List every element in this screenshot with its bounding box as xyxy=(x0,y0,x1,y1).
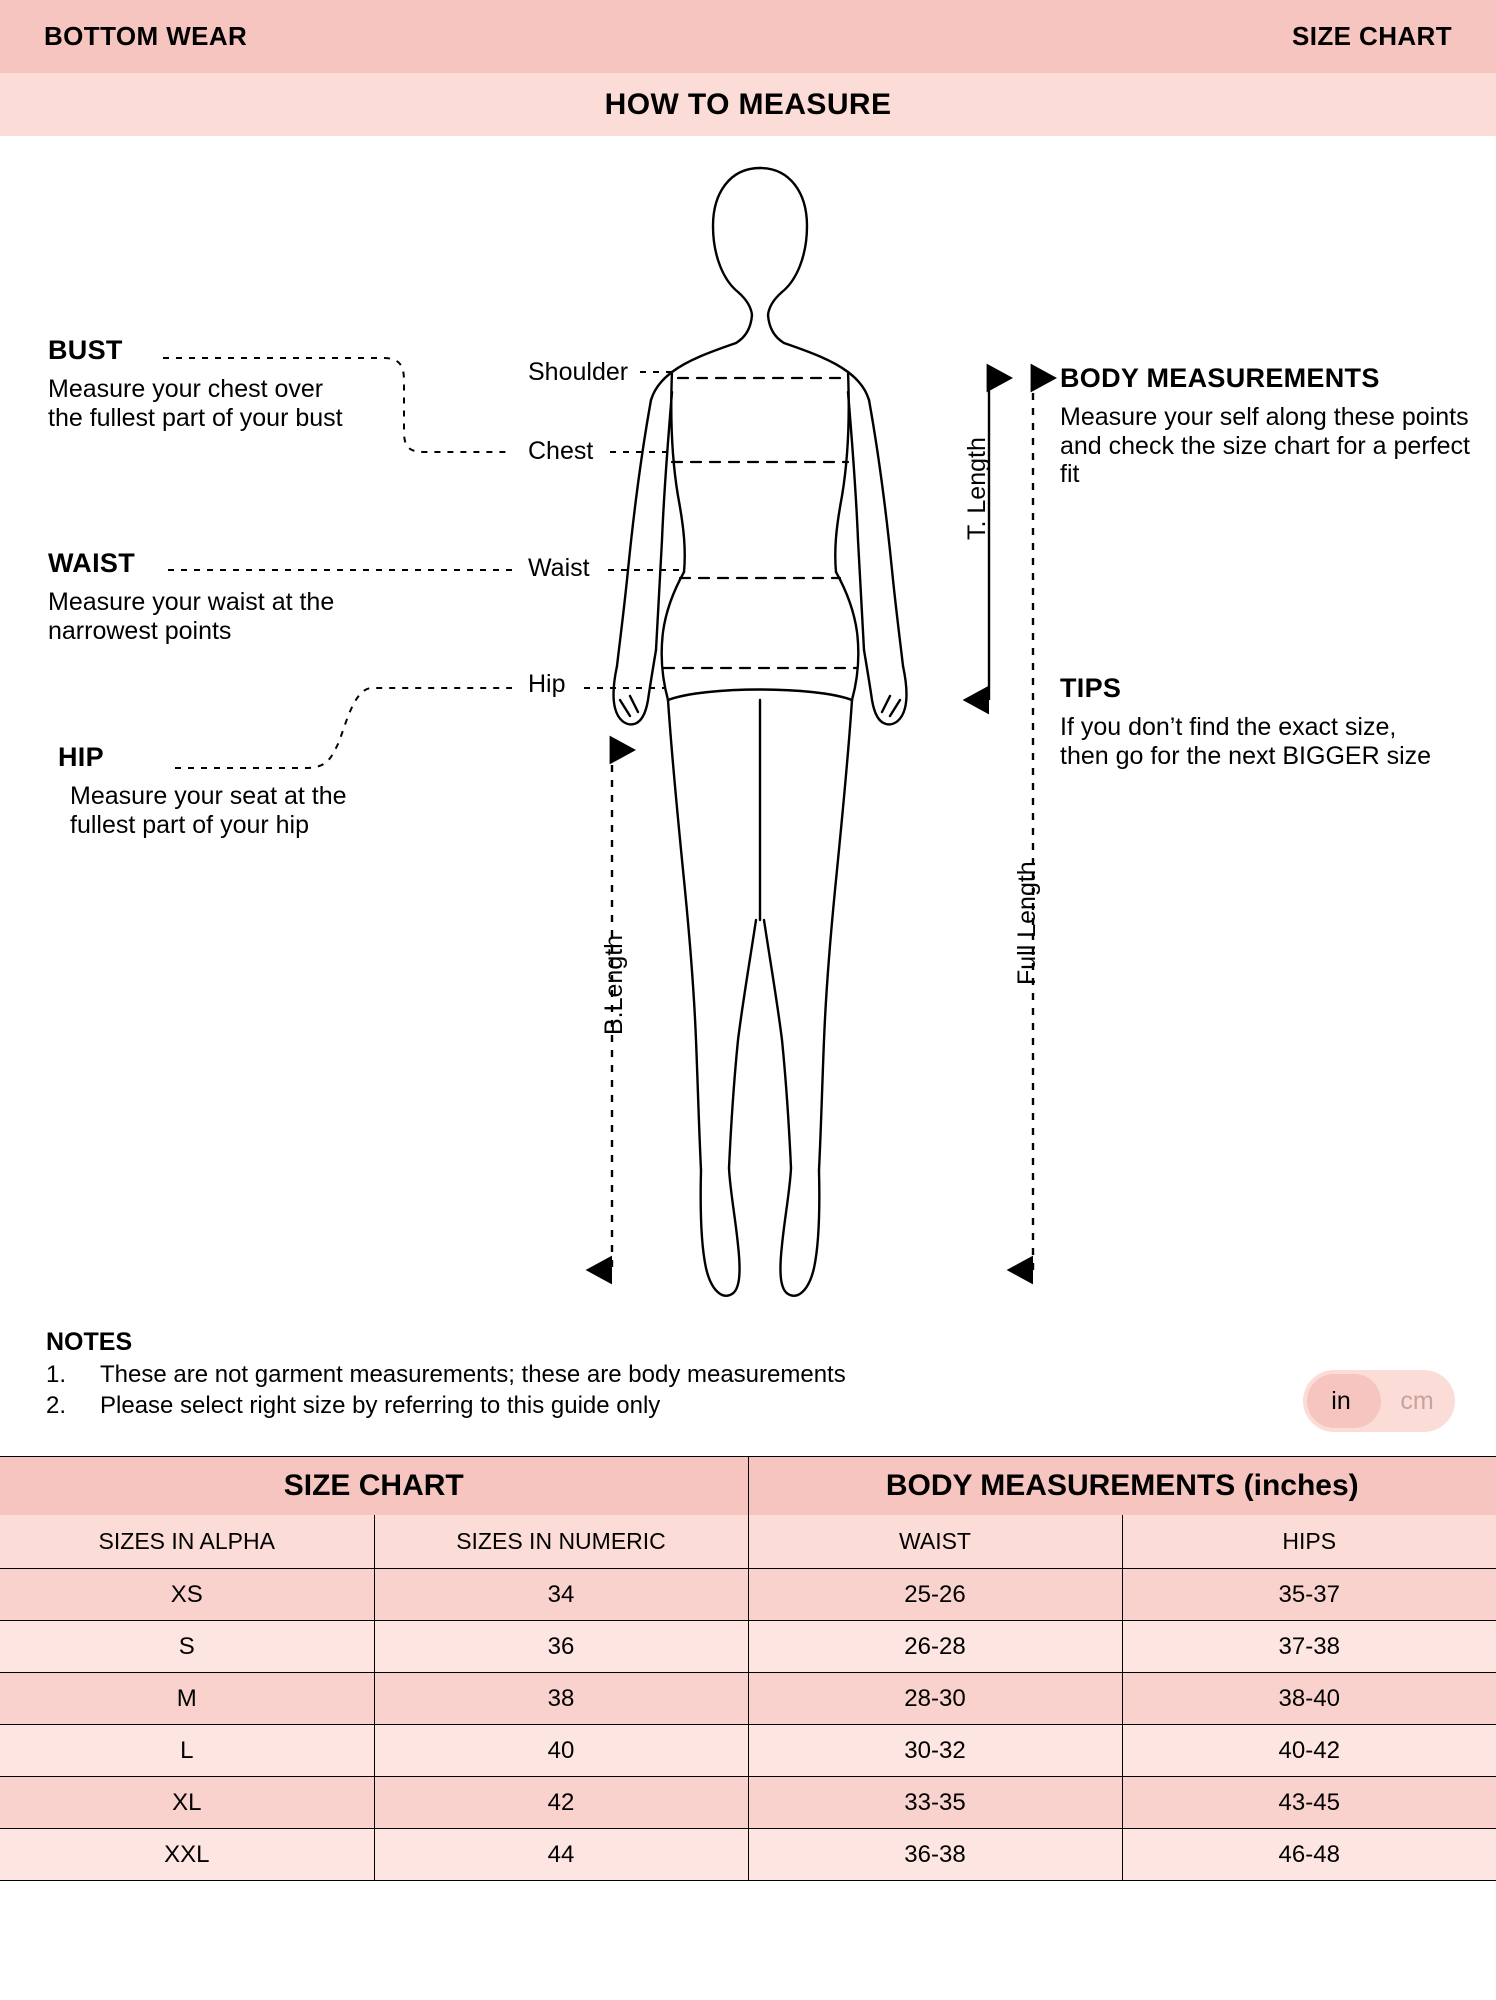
figure-label-b-length: B.Length xyxy=(600,934,628,1035)
annotation-tips-text: If you don’t find the exact size, then go for the next BIGGER size xyxy=(1060,713,1432,770)
page-title-left: BOTTOM WEAR xyxy=(44,21,248,51)
table-column-header-row xyxy=(0,1515,1496,1569)
figure-label-full-length: Full Length xyxy=(1013,861,1041,985)
table-row xyxy=(0,1829,1496,1881)
annotation-tips-title: TIPS xyxy=(1060,673,1122,703)
cell-size-numeric: 36 xyxy=(374,1621,748,1673)
notes-title: NOTES xyxy=(46,1328,133,1356)
annotation-bust-text: Measure your chest over the fullest part of your bust xyxy=(48,375,343,432)
annotation-hip-title: HIP xyxy=(58,742,104,772)
table-column-sizes-alpha: SIZES IN ALPHA xyxy=(0,1515,374,1569)
annotation-hip xyxy=(58,742,380,839)
note-text: These are not garment measurements; these are body measurements xyxy=(100,1361,846,1388)
cell-hips: 37-38 xyxy=(1122,1621,1496,1673)
unit-option-inches[interactable]: in xyxy=(1331,1386,1351,1415)
cell-waist: 25-26 xyxy=(748,1569,1122,1621)
cell-waist: 30-32 xyxy=(748,1725,1122,1777)
figure-label-chest: Chest xyxy=(528,437,594,465)
how-to-measure-title: HOW TO MEASURE xyxy=(604,87,892,121)
annotation-waist xyxy=(48,548,383,645)
annotation-waist-text: Measure your waist at the narrowest points xyxy=(48,588,335,645)
cell-size-numeric: 40 xyxy=(374,1725,748,1777)
note-item xyxy=(46,1391,846,1422)
cell-size-numeric: 44 xyxy=(374,1829,748,1881)
table-column-sizes-numeric: SIZES IN NUMERIC xyxy=(374,1515,748,1569)
cell-waist: 36-38 xyxy=(748,1829,1122,1881)
cell-size-alpha: XS xyxy=(0,1569,374,1621)
unit-option-centimeters[interactable]: cm xyxy=(1400,1386,1434,1415)
annotation-body-measurements-text: Measure your self along these points and check the size chart for a perfect fit xyxy=(1060,403,1470,488)
cell-hips: 40-42 xyxy=(1122,1725,1496,1777)
figure-label-hip: Hip xyxy=(528,670,566,698)
figure-label-shoulder: Shoulder xyxy=(528,358,629,386)
figure-label-t-length: T. Length xyxy=(963,437,991,540)
note-item xyxy=(46,1360,846,1391)
cell-size-numeric: 38 xyxy=(374,1673,748,1725)
cell-waist: 28-30 xyxy=(748,1673,1122,1725)
table-group-header-row xyxy=(0,1457,1496,1515)
subheader-bar xyxy=(0,73,1496,136)
note-number: 2. xyxy=(46,1391,67,1419)
table-row xyxy=(0,1777,1496,1829)
annotation-bust-title: BUST xyxy=(48,335,123,365)
table-column-hips: HIPS xyxy=(1122,1515,1496,1569)
cell-hips: 35-37 xyxy=(1122,1569,1496,1621)
cell-hips: 46-48 xyxy=(1122,1829,1496,1881)
table-row xyxy=(0,1621,1496,1673)
table-row xyxy=(0,1569,1496,1621)
cell-waist: 33-35 xyxy=(748,1777,1122,1829)
female-body-figure xyxy=(560,160,960,1370)
cell-size-numeric: 34 xyxy=(374,1569,748,1621)
cell-size-numeric: 42 xyxy=(374,1777,748,1829)
cell-hips: 43-45 xyxy=(1122,1777,1496,1829)
note-text: Please select right size by referring to this guide only xyxy=(100,1391,661,1419)
page-title-right: SIZE CHART xyxy=(1292,21,1452,51)
annotation-hip-text: Measure your seat at the fullest part of your hip xyxy=(70,782,347,839)
table-row xyxy=(0,1725,1496,1777)
cell-size-alpha: XL xyxy=(0,1777,374,1829)
annotation-tips xyxy=(1060,673,1450,770)
table-row xyxy=(0,1673,1496,1725)
annotation-waist-title: WAIST xyxy=(48,548,135,578)
cell-waist: 26-28 xyxy=(748,1621,1122,1673)
table-group-header-size-chart: SIZE CHART xyxy=(0,1457,748,1515)
header-bar xyxy=(0,0,1496,73)
size-chart-table xyxy=(0,1456,1496,1881)
cell-size-alpha: S xyxy=(0,1621,374,1673)
cell-size-alpha: L xyxy=(0,1725,374,1777)
table-group-header-body-measurements: BODY MEASUREMENTS (inches) xyxy=(748,1457,1496,1515)
annotation-bust xyxy=(48,335,348,432)
figure-label-waist: Waist xyxy=(528,554,590,582)
unit-toggle[interactable] xyxy=(1303,1370,1455,1432)
cell-size-alpha: M xyxy=(0,1673,374,1725)
annotation-body-measurements-title: BODY MEASUREMENTS xyxy=(1060,363,1380,393)
cell-hips: 38-40 xyxy=(1122,1673,1496,1725)
table-column-waist: WAIST xyxy=(748,1515,1122,1569)
notes-section xyxy=(46,1328,846,1421)
annotation-body-measurements xyxy=(1060,363,1470,489)
note-number: 1. xyxy=(46,1361,67,1388)
cell-size-alpha: XXL xyxy=(0,1829,374,1881)
